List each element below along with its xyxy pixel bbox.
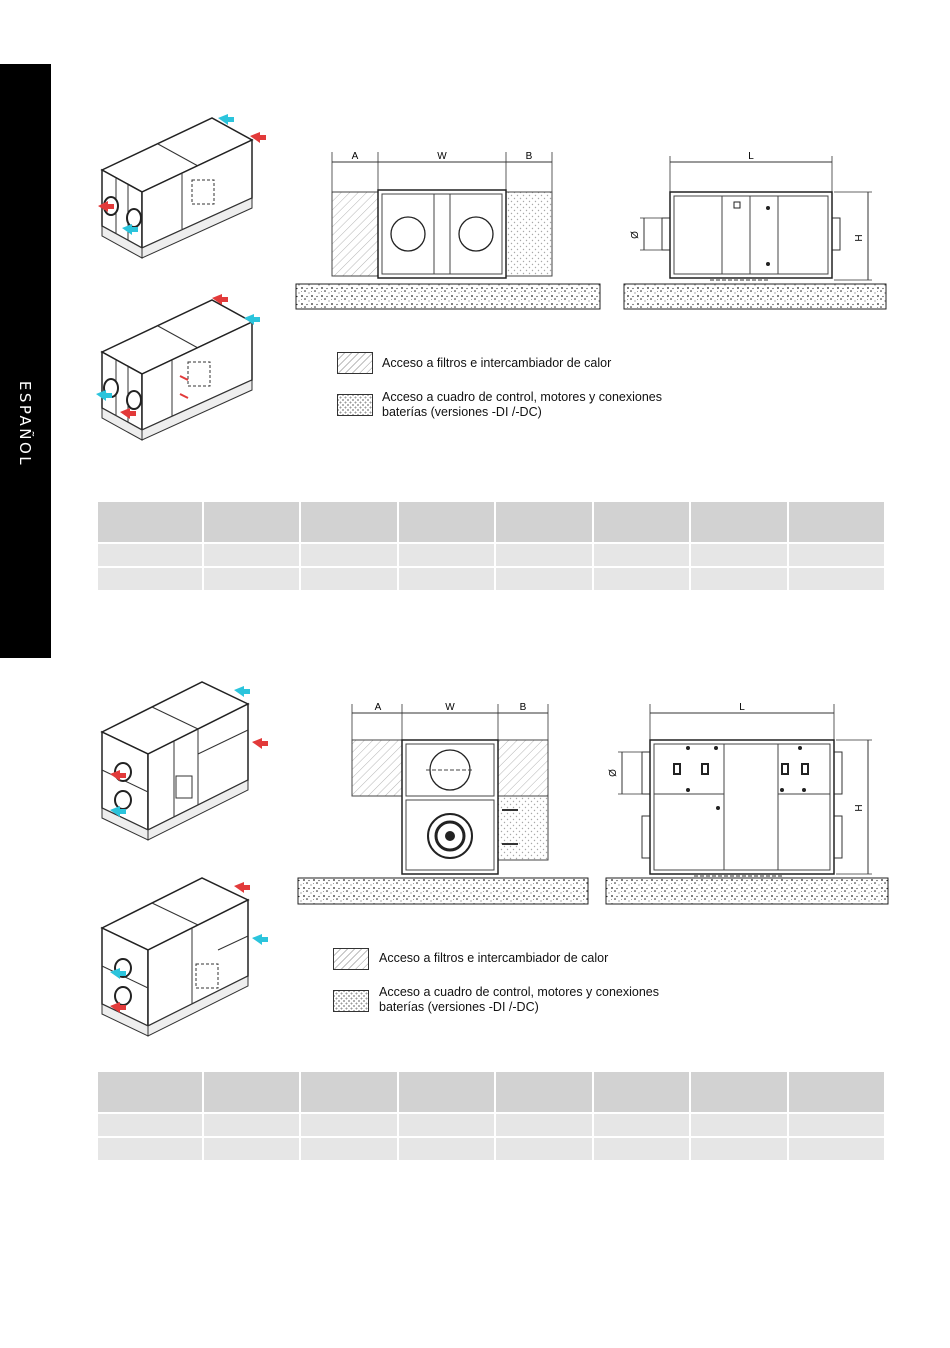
table-cell: [204, 1138, 299, 1160]
table-header-cell: [301, 502, 396, 542]
dim-diameter-label: Ø: [630, 231, 641, 239]
table-header-cell: [691, 502, 786, 542]
table-header-cell: [399, 502, 494, 542]
table-cell: [98, 568, 202, 590]
table-cell: [496, 1138, 591, 1160]
table-cell: [399, 1114, 494, 1136]
table-header-cell: [204, 502, 299, 542]
legend-text-filters: Acceso a filtros e intercambiador de calor: [382, 356, 612, 370]
dimensions-table-1: [96, 500, 886, 592]
legend-swatch-filters: [333, 948, 369, 970]
table-cell: [789, 544, 884, 566]
table-cell: [691, 544, 786, 566]
dim-l-label: L: [748, 151, 754, 162]
table-cell: [691, 1138, 786, 1160]
unit-isometric-view-1b: [92, 290, 282, 450]
dim-diameter-label: Ø: [608, 769, 619, 777]
table-cell: [594, 1114, 689, 1136]
legend-text-control: Acceso a cuadro de control, motores y conexiones baterías (versiones -DI /-DC): [379, 985, 660, 1014]
table-cell: [789, 1138, 884, 1160]
table-cell: [496, 1114, 591, 1136]
table-cell: [399, 544, 494, 566]
front-view-drawing-1: [294, 146, 604, 314]
dim-a-label: A: [374, 702, 382, 713]
table-header-cell: [98, 502, 202, 542]
dim-h-label: H: [854, 234, 865, 242]
table-cell: [399, 568, 494, 590]
legend-text-control: Acceso a cuadro de control, motores y conexiones baterías (versiones -DI /-DC): [382, 390, 663, 419]
table-cell: [204, 568, 299, 590]
table-row: [98, 1138, 884, 1160]
table-header-cell: [496, 502, 591, 542]
dimensions-table-2: [96, 1070, 886, 1162]
table-row: [98, 568, 884, 590]
table-cell: [98, 1114, 202, 1136]
dim-a-label: A: [351, 151, 359, 162]
table-row: [98, 544, 884, 566]
dim-l-label: L: [739, 702, 745, 713]
table-header-cell: [399, 1072, 494, 1112]
table-header-cell: [789, 1072, 884, 1112]
legend-swatch-control: [337, 394, 373, 416]
table-cell: [691, 568, 786, 590]
table-row: [98, 1114, 884, 1136]
dim-w-label: W: [437, 151, 447, 162]
table-header-cell: [98, 1072, 202, 1112]
legend-swatch-filters: [337, 352, 373, 374]
table-cell: [301, 544, 396, 566]
table-cell: [301, 1114, 396, 1136]
dim-b-label: B: [525, 151, 533, 162]
table-cell: [496, 544, 591, 566]
side-view-drawing-1: [620, 146, 890, 314]
table-header-row: [98, 1072, 884, 1112]
front-view-drawing-2: [296, 698, 592, 910]
table-cell: [789, 1114, 884, 1136]
table-cell: [301, 1138, 396, 1160]
table-cell: [98, 544, 202, 566]
dim-w-label: W: [445, 702, 455, 713]
unit-isometric-view-1a: [92, 108, 282, 268]
legend-swatch-control: [333, 990, 369, 1012]
language-label: ESPAÑOL: [16, 380, 34, 468]
language-side-tab: [0, 64, 51, 658]
dim-b-label: B: [519, 702, 527, 713]
table-cell: [594, 568, 689, 590]
table-header-cell: [691, 1072, 786, 1112]
table-header-cell: [204, 1072, 299, 1112]
unit-isometric-view-2a: [92, 676, 282, 846]
table-cell: [594, 1138, 689, 1160]
table-cell: [301, 568, 396, 590]
table-cell: [594, 544, 689, 566]
table-cell: [399, 1138, 494, 1160]
table-header-cell: [594, 502, 689, 542]
table-cell: [789, 568, 884, 590]
table-header-cell: [301, 1072, 396, 1112]
table-cell: [204, 544, 299, 566]
table-cell: [204, 1114, 299, 1136]
legend-text-filters: Acceso a filtros e intercambiador de calor: [379, 951, 609, 965]
table-header-cell: [594, 1072, 689, 1112]
table-header-cell: [496, 1072, 591, 1112]
dim-h-label: H: [854, 804, 865, 812]
table-header-cell: [789, 502, 884, 542]
table-cell: [98, 1138, 202, 1160]
unit-isometric-view-2b: [92, 872, 282, 1042]
table-cell: [691, 1114, 786, 1136]
side-view-drawing-2: [604, 698, 890, 910]
table-cell: [496, 568, 591, 590]
table-header-row: [98, 502, 884, 542]
